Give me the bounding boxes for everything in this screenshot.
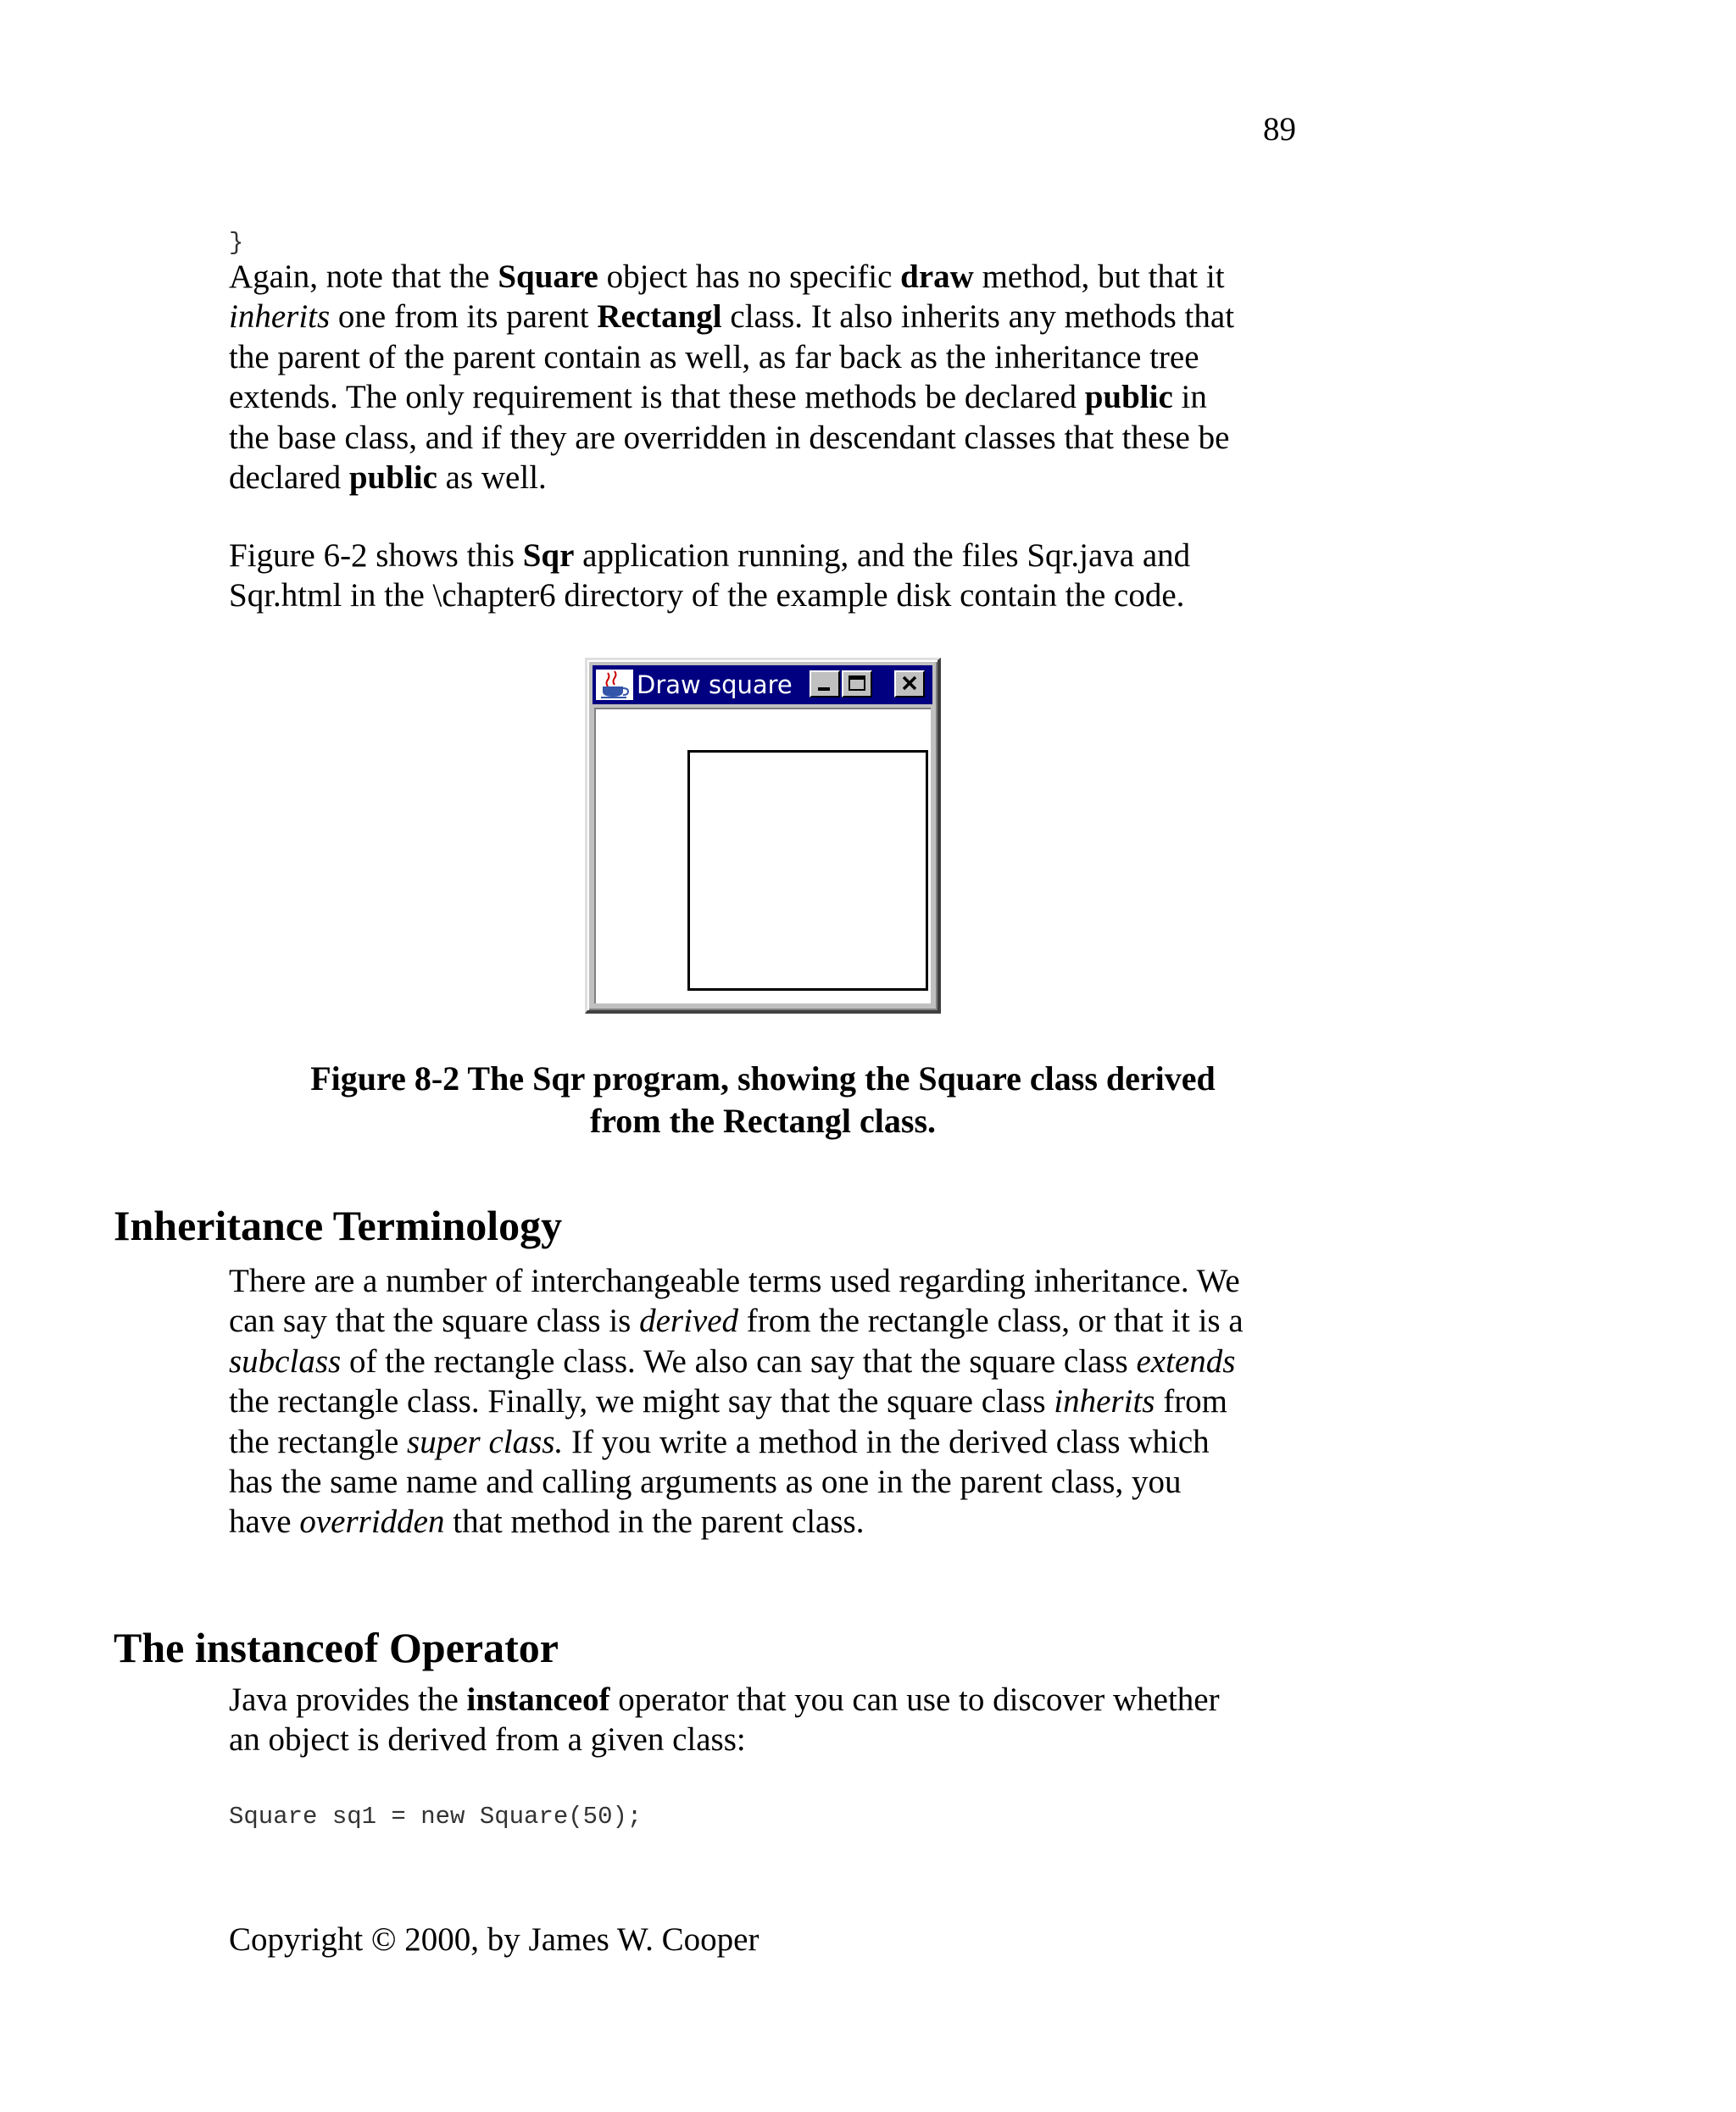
- drawn-square: [687, 750, 928, 991]
- text-line: Figure 6-2 shows this Sqr application running, and the files Sqr.java and: [229, 537, 1191, 574]
- text-line: inherits one from its parent Rectangl class. It also inherits any methods that: [229, 298, 1235, 336]
- window-titlebar: [593, 665, 932, 704]
- text-line: Sqr.html in the \chapter6 directory of the example disk contain the code.: [229, 577, 1185, 614]
- text-line: an object is derived from a given class:: [229, 1721, 746, 1759]
- text-line: the base class, and if they are overridden in descendant classes that these be: [229, 419, 1230, 456]
- code-closing-brace: }: [229, 229, 244, 257]
- text-line: declared public as well.: [229, 459, 547, 497]
- page-number: 89: [1263, 111, 1296, 147]
- code-snippet: Square sq1 = new Square(50);: [229, 1803, 643, 1831]
- minimize-button[interactable]: [810, 670, 840, 698]
- paragraph-instanceof: [229, 1680, 1331, 1760]
- paragraph-figure-reference: [229, 536, 1331, 616]
- section-heading-instanceof-operator: The instanceof Operator: [114, 1624, 559, 1671]
- text-line: have overridden that method in the parent class.: [229, 1503, 865, 1541]
- copyright-footer: Copyright © 2000, by James W. Cooper: [229, 1921, 760, 1958]
- java-cup-icon: [596, 670, 633, 700]
- text-line: the parent of the parent contain as well, as far back as the inheritance tree: [229, 338, 1199, 375]
- text-line: subclass of the rectangle class. We also can say that the square class extends: [229, 1342, 1236, 1380]
- window-title: Draw square: [637, 670, 793, 699]
- figure-caption: [229, 1058, 1297, 1142]
- text-line: the rectangle super class. If you write a method in the derived class which: [229, 1423, 1210, 1460]
- close-icon: [896, 672, 923, 696]
- section-heading-inheritance-terminology: Inheritance Terminology: [114, 1202, 563, 1249]
- text-line: There are a number of interchangeable terms used regarding inheritance. We: [229, 1263, 1240, 1299]
- caption-line: Figure 8-2 The Sqr program, showing the Square class derived: [310, 1059, 1216, 1098]
- text-line: extends. The only requirement is that these methods be declared public in: [229, 379, 1207, 416]
- text-line: has the same name and calling arguments as one in the parent class, you: [229, 1464, 1182, 1501]
- text-line: the rectangle class. Finally, we might say that the square class inherits from: [229, 1383, 1228, 1420]
- draw-square-window: [585, 658, 941, 1014]
- paragraph-terminology: [229, 1261, 1331, 1542]
- caption-line: from the Rectangl class.: [589, 1102, 937, 1140]
- close-button[interactable]: [894, 670, 925, 698]
- text-line: Again, note that the Square object has no specific draw method, but that it: [229, 258, 1225, 295]
- paragraph-inheritance-note: [229, 257, 1331, 497]
- maximize-button[interactable]: [842, 670, 872, 698]
- window-client-area: [594, 708, 931, 1003]
- text-line: can say that the square class is derived from the rectangle class, or that it is a: [229, 1303, 1244, 1340]
- text-line: Java provides the instanceof operator that you can use to discover whether: [229, 1681, 1220, 1718]
- maximize-icon: [843, 672, 871, 696]
- minimize-icon: [811, 672, 838, 696]
